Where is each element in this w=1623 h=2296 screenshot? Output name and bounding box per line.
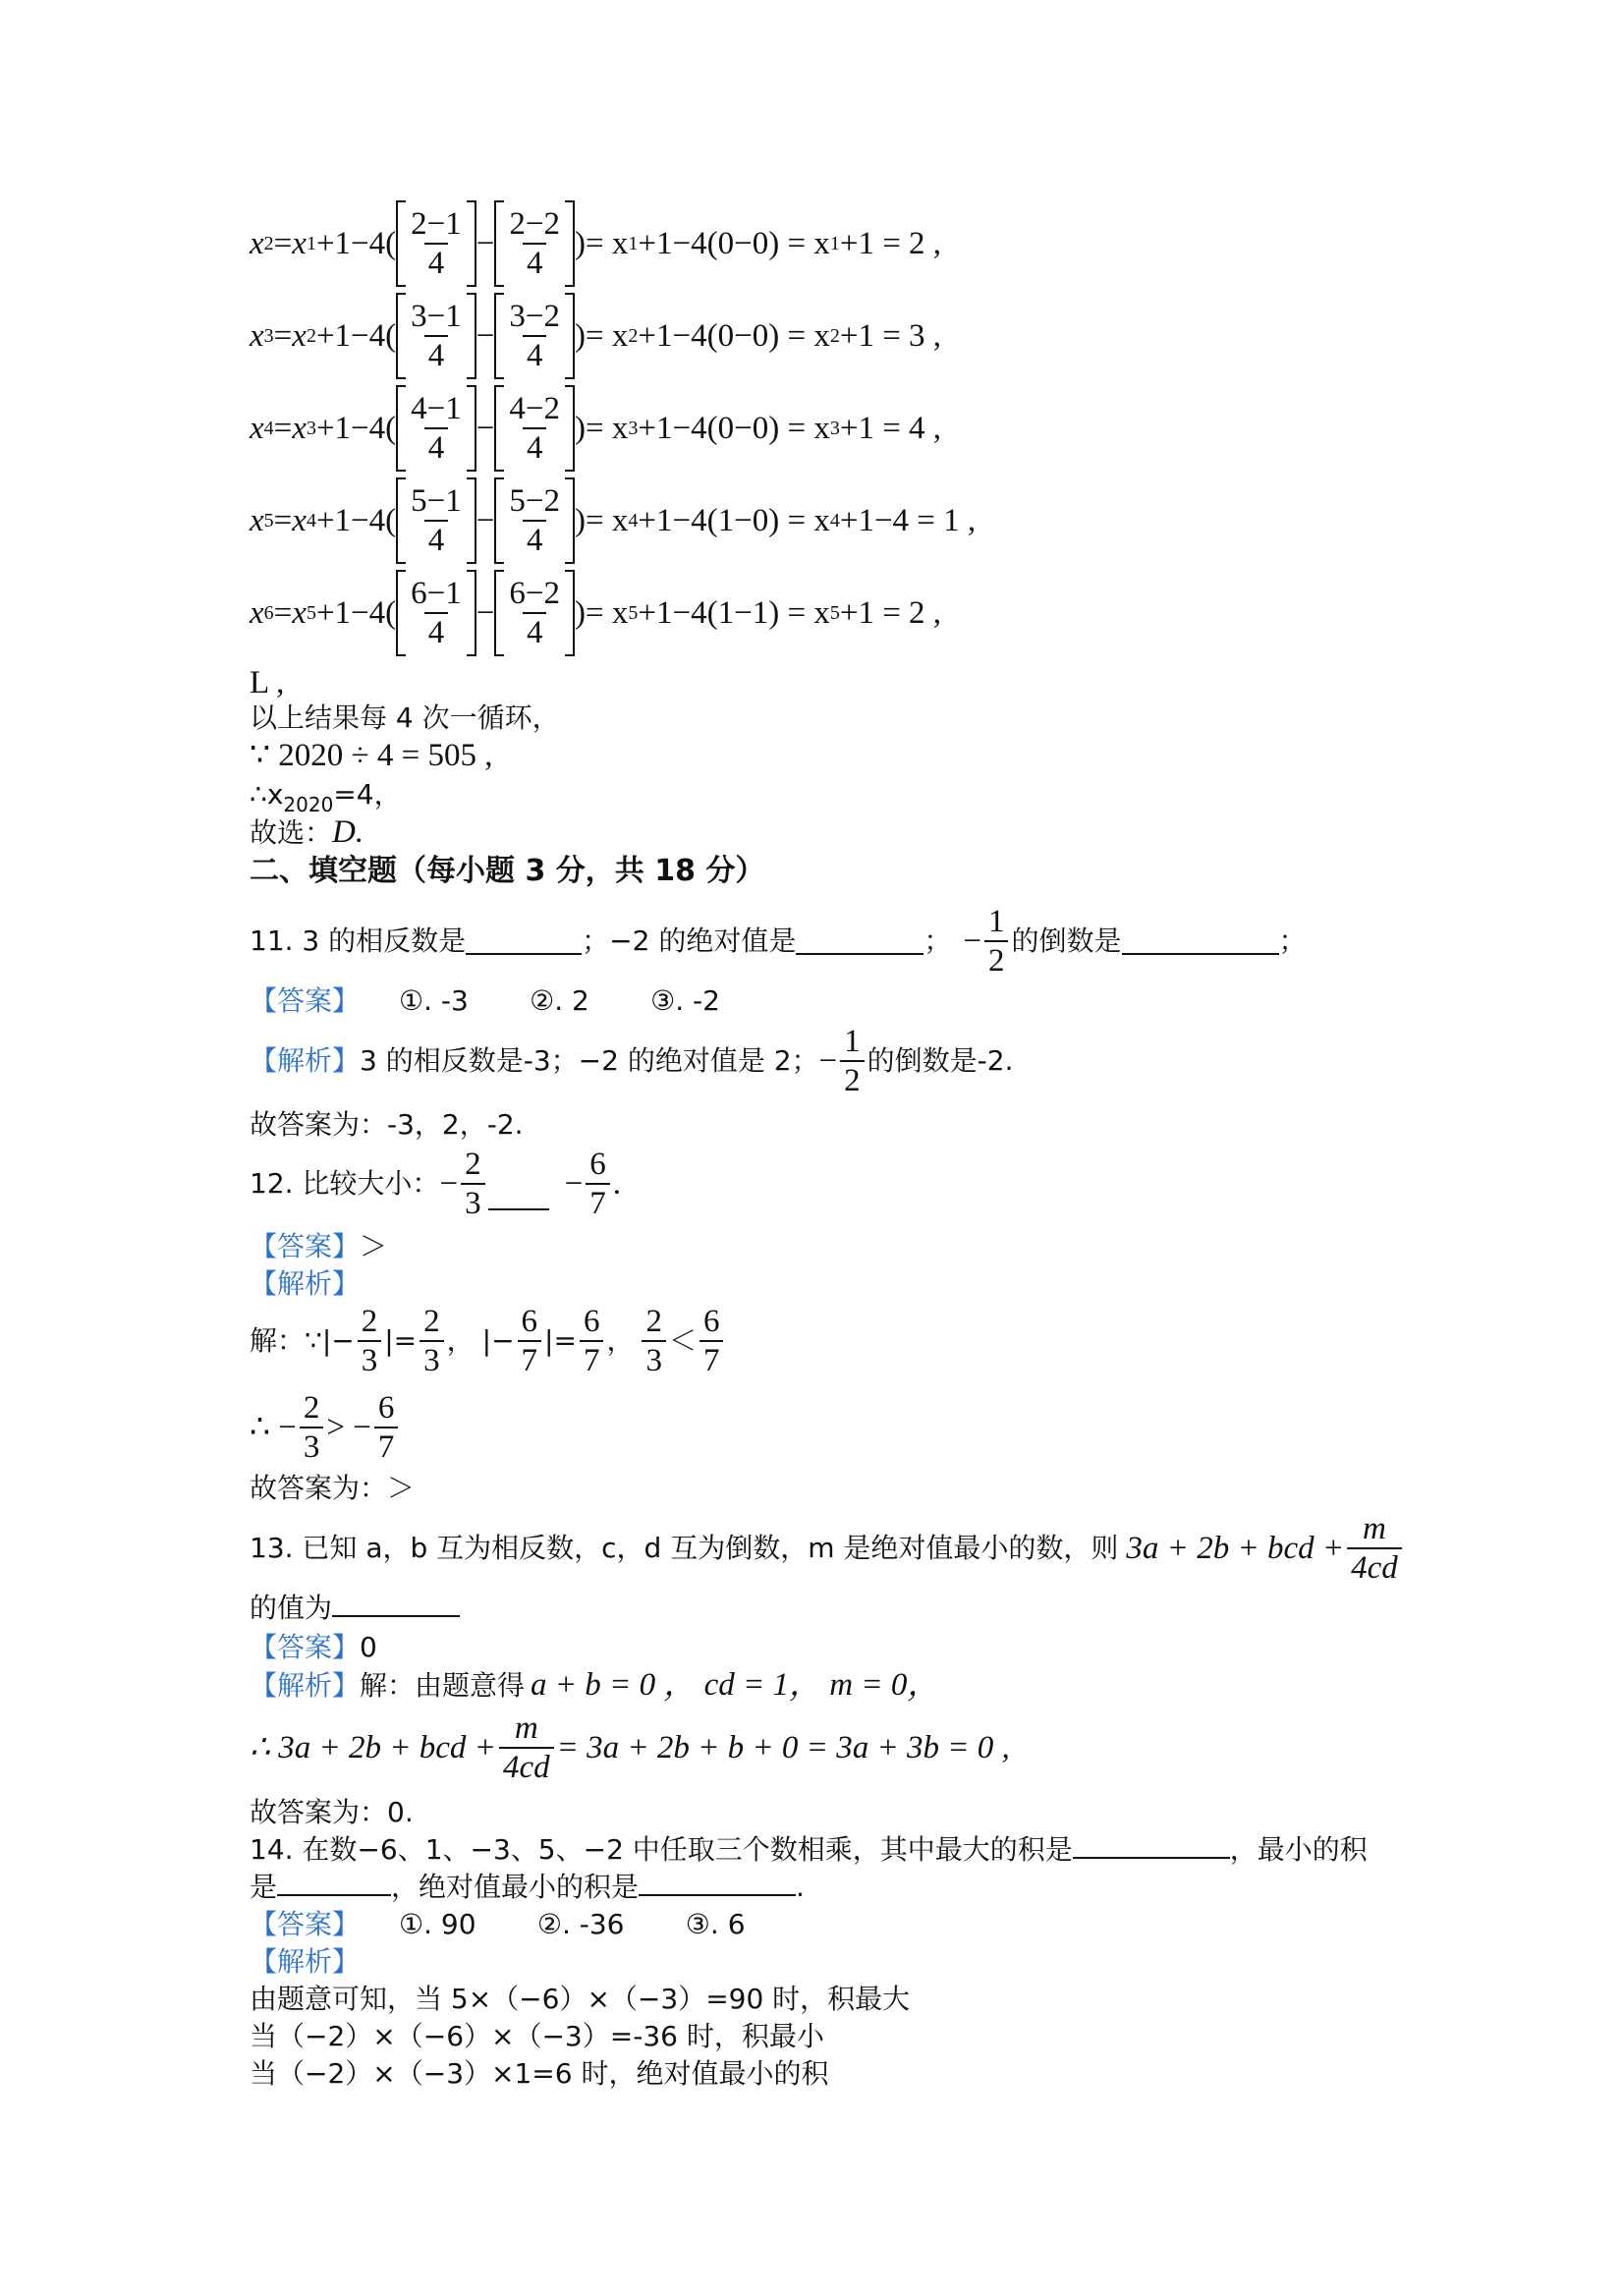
- recurrence-row: x 6 = x 5 +1−4( $\frac{6-1}{4}$ − $\frac{6-2}{4}$ ) = x 5 +1−4(1−1) = x 5 +1 = 2 ,: [250, 566, 941, 660]
- question-12: 12. 比较大小： − $\frac{2}{3}$ − $\frac{6}{7}$ .: [250, 1147, 621, 1221]
- q13-line2: 的值为: [250, 1590, 460, 1627]
- floor-bracket: $\frac{3-1}{4}$: [396, 293, 476, 379]
- floor-bracket: $\frac{4-1}{4}$: [396, 385, 476, 472]
- q14-line-c: 当（−2）×（−3）×1=6 时，绝对值最小的积: [250, 2057, 829, 2090]
- floor-bracket: $\frac{4-2}{4}$: [494, 385, 575, 472]
- q14-analysis-tag: 【解析】: [250, 1945, 361, 1978]
- floor-bracket: $\frac{5-2}{4}$: [494, 477, 575, 564]
- blank-q13: [332, 1590, 460, 1617]
- q11-final: 故答案为：-3，2，-2.: [250, 1108, 524, 1141]
- section-title: 二、填空题（每小题 3 分，共 18 分）: [250, 854, 765, 888]
- choose-line: 故选：D.: [250, 814, 364, 850]
- q12-final: 故答案为：＞: [250, 1472, 416, 1504]
- fraction-one-half: $\frac{1}{2}$: [984, 903, 1009, 980]
- blank-1: [466, 927, 582, 955]
- recurrence-row: x 4 = x 3 +1−4( $\frac{4-1}{4}$ − $\frac{4-2}{4}$ ) = x 3 +1−4(0−0) = x 3 +1 = 4 ,: [250, 381, 941, 476]
- floor-bracket: $\frac{5-1}{4}$: [396, 477, 476, 564]
- because-line: ∵ 2020 ÷ 4 = 505 ,: [250, 738, 493, 773]
- question-13: 13. 已知 a，b 互为相反数，c，d 互为倒数，m 是绝对值最小的数，则 3a + 2b + bcd + $\frac{m}{4cd}$: [250, 1509, 1405, 1588]
- q12-therefore: ∴ − $\frac{2}{3}$ > − $\frac{6}{7}$: [250, 1387, 401, 1468]
- q13-final: 故答案为：0.: [250, 1796, 414, 1828]
- question-14-line2: 是 ，绝对值最小的积是 .: [250, 1871, 805, 1903]
- floor-bracket: $\frac{3-2}{4}$: [494, 293, 575, 379]
- floor-bracket: $\frac{6-2}{4}$: [494, 570, 575, 656]
- recurrence-row: x 5 = x 4 +1−4( $\frac{5-1}{4}$ − $\frac{5-2}{4}$ ) = x 4 +1−4(1−0) = x 4 +1−4 = 1 ,: [250, 474, 976, 568]
- q14-answer: 【答案】 ①. 90 ②. -36 ③. 6: [250, 1908, 746, 1940]
- q12-solution: 解：∵|− $\frac{2}{3}$ |= $\frac{2}{3}$ ， |− $\frac{6}{7}$ |= $\frac{6}{7}$ ， $\frac{2}{3}$ ＜ $\frac{6}{7}$: [250, 1301, 726, 1381]
- q12-answer: 【答案】＞: [250, 1230, 388, 1262]
- floor-bracket: $\frac{6-1}{4}$: [396, 570, 476, 656]
- blank-compare: [488, 1183, 549, 1210]
- ellipsis: L ,: [250, 665, 285, 700]
- cycle-text: 以上结果每 4 次一循环，: [250, 701, 560, 734]
- q12-analysis-tag: 【解析】: [250, 1267, 361, 1300]
- q14-line-a: 由题意可知，当 5×（−6）×（−3）=90 时，积最大: [250, 1983, 911, 2015]
- q13-therefore: ∴ 3a + 2b + bcd + $\frac{m}{4cd}$ = 3a + 2b + b + 0 = 3a + 3b = 0 ,: [250, 1710, 1010, 1785]
- q14-line-b: 当（−2）×（−6）×（−3）=-36 时，积最小: [250, 2020, 824, 2052]
- therefore-line: $\therefore x_{2020}=4$，: [250, 778, 402, 816]
- recurrence-row: x 2 = x 1 +1−4( $\frac{2-1}{4}$ − $\frac{2-2}{4}$ ) = x 1 +1−4(0−0) = x 1 +1 = 2 ,: [250, 196, 941, 291]
- question-14-line1: 14. 在数−6、1、−3、5、−2 中任取三个数相乘，其中最大的积是 ，最小的积: [250, 1833, 1368, 1866]
- blank-3: [1122, 927, 1279, 955]
- q11-answer: 【答案】 ①. -3 ②. 2 ③. -2: [250, 984, 720, 1017]
- q13-answer: 【答案】0: [250, 1631, 377, 1663]
- blank-2: [796, 927, 923, 955]
- floor-bracket: $\frac{2-2}{4}$: [494, 200, 575, 287]
- q13-analysis: 【解析】解：由题意得 a + b = 0 ， cd = 1， m = 0，: [250, 1667, 940, 1703]
- question-11: 11. 3 的相反数是 ；−2 的绝对值是 ； − $\frac{1}{2}$ 的倒数是 ；: [250, 904, 1307, 979]
- floor-bracket: $\frac{2-1}{4}$: [396, 200, 476, 287]
- recurrence-row: x 3 = x 2 +1−4( $\frac{3-1}{4}$ − $\frac{3-2}{4}$ ) = x 2 +1−4(0−0) = x 2 +1 = 3 ,: [250, 289, 941, 383]
- q11-analysis: 【解析】 3 的相反数是-3；−2 的绝对值是 2； − $\frac{1}{2}$ 的倒数是-2.: [250, 1024, 1014, 1098]
